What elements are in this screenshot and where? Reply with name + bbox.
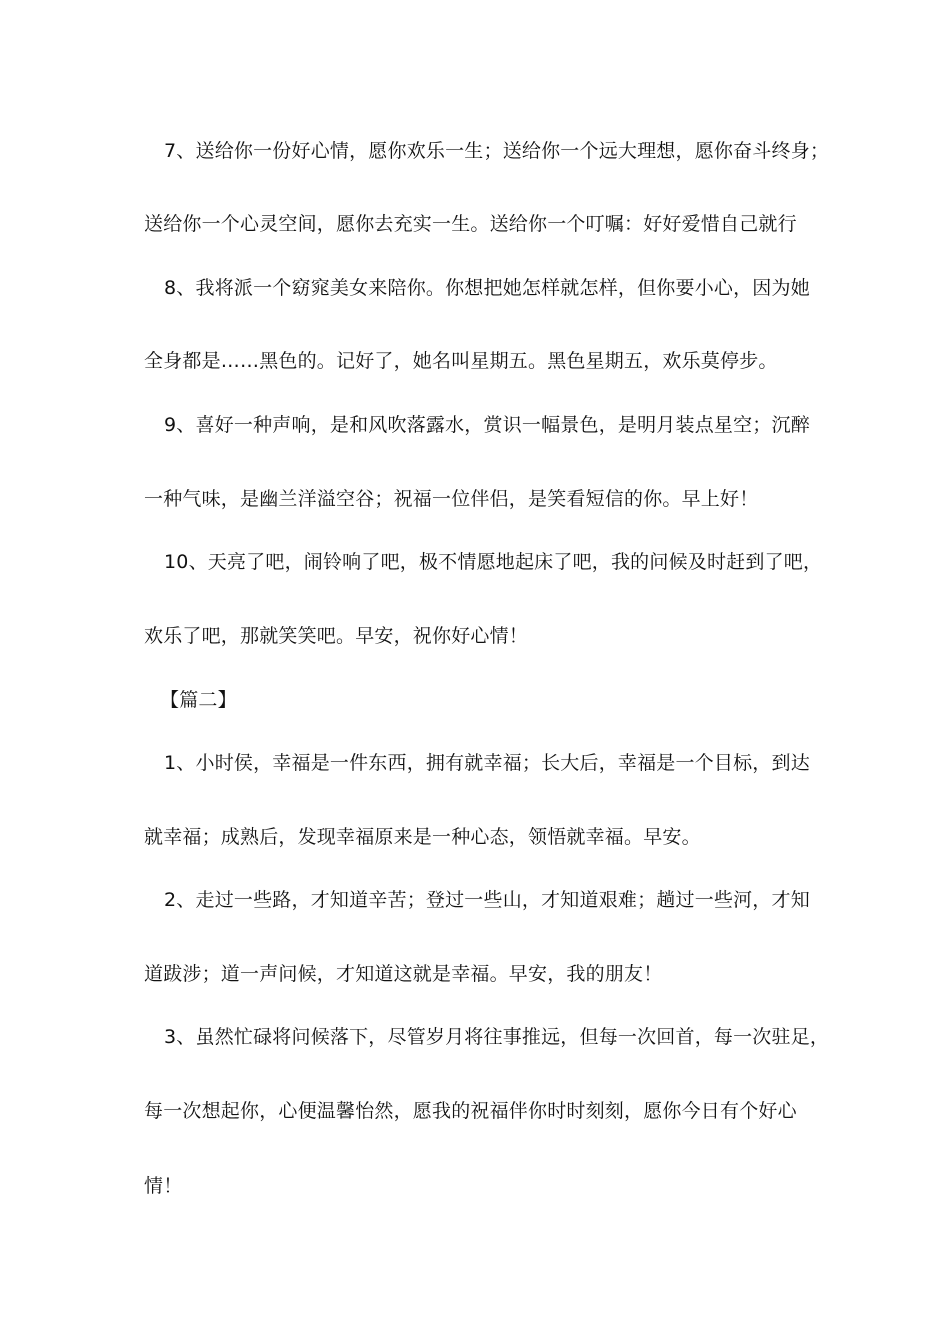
paragraph-7-line-1: 7、送给你一份好心情，愿你欢乐一生；送给你一个远大理想，愿你奋斗终身； [164, 140, 830, 162]
paragraph-10-line-2: 欢乐了吧，那就笑笑吧。早安，祝你好心情！ [144, 625, 529, 647]
section2-paragraph-3-line-2: 每一次想起你，心便温馨怡然，愿我的祝福伴你时时刻刻，愿你今日有个好心 [144, 1100, 797, 1122]
section-heading: 【篇二】 [160, 689, 237, 711]
section2-paragraph-2-line-1: 2、走过一些路，才知道辛苦；登过一些山，才知道艰难；趟过一些河，才知 [164, 889, 810, 911]
paragraph-8-line-2: 全身都是……黑色的。记好了，她名叫星期五。黑色星期五，欢乐莫停步。 [144, 350, 778, 372]
paragraph-7-line-2: 送给你一个心灵空间，愿你去充实一生。送给你一个叮嘱：好好爱惜自己就行 [144, 213, 797, 235]
section2-paragraph-2-line-2: 道跋涉；道一声问候，才知道这就是幸福。早安，我的朋友！ [144, 963, 663, 985]
section2-paragraph-3-line-3: 情！ [144, 1175, 183, 1197]
paragraph-10-line-1: 10、天亮了吧，闹铃响了吧，极不情愿地起床了吧，我的问候及时赶到了吧， [164, 551, 823, 573]
paragraph-9-line-1: 9、喜好一种声响，是和风吹落露水，赏识一幅景色，是明月装点星空；沉醉 [164, 414, 810, 436]
section2-paragraph-1-line-1: 1、小时侯，幸福是一件东西，拥有就幸福；长大后，幸福是一个目标，到达 [164, 752, 810, 774]
paragraph-9-line-2: 一种气味，是幽兰洋溢空谷；祝福一位伴侣，是笑看短信的你。早上好！ [144, 488, 759, 510]
section2-paragraph-1-line-2: 就幸福；成熟后，发现幸福原来是一种心态，领悟就幸福。早安。 [144, 826, 701, 848]
section2-paragraph-3-line-1: 3、虽然忙碌将问候落下，尽管岁月将往事推远，但每一次回首，每一次驻足， [164, 1026, 830, 1048]
paragraph-8-line-1: 8、我将派一个窈窕美女来陪你。你想把她怎样就怎样，但你要小心，因为她 [164, 277, 810, 299]
